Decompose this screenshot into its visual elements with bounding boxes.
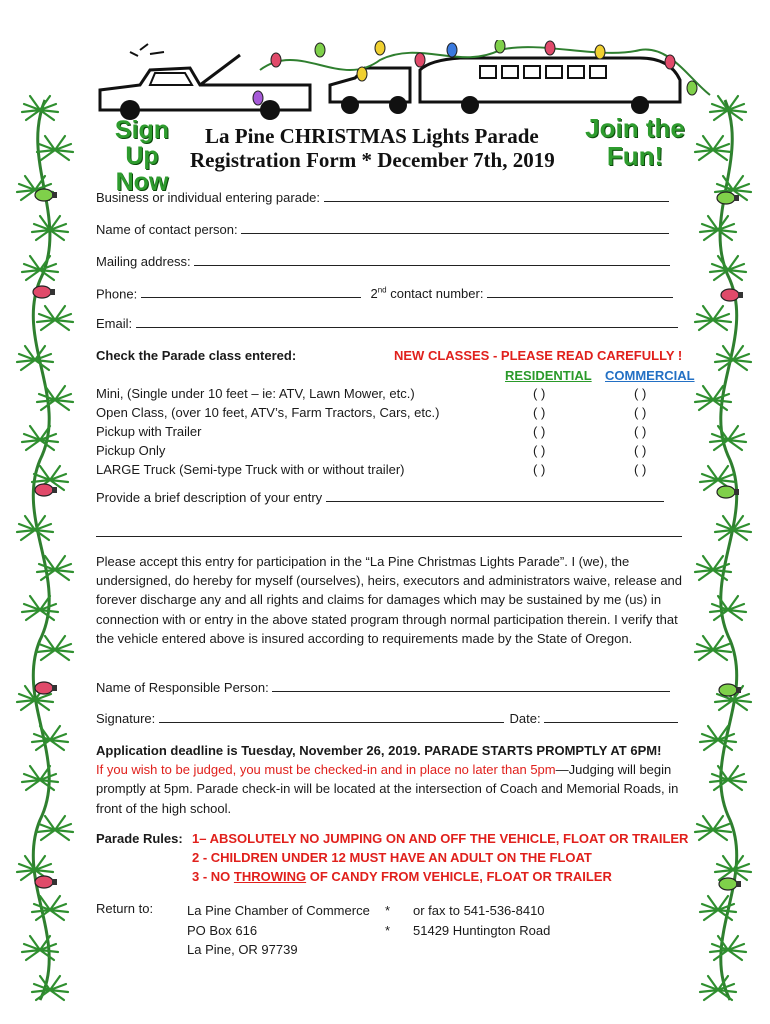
return-address-line: La Pine, OR 97739 (187, 942, 298, 957)
return-address (187, 901, 370, 960)
class-item-large-truck: LARGE Truck (Semi-type Truck with or without trailer) (96, 462, 405, 477)
description-input-line-2[interactable] (96, 536, 682, 537)
phone-input-line[interactable] (141, 286, 361, 298)
separator-star: * (385, 922, 391, 938)
contact-label: Name of contact person: (96, 222, 238, 237)
mailing-field[interactable] (96, 254, 670, 269)
deadline-headline: Application deadline is Tuesday, November 26, 2019. PARADE STARTS PROMPTLY AT 6PM! (96, 743, 662, 758)
description-field[interactable] (96, 490, 664, 505)
class-item-pickup-only: Pickup Only (96, 443, 166, 458)
return-alt-info (413, 901, 550, 940)
date-input-line[interactable] (544, 711, 678, 723)
second-contact-label (370, 286, 483, 301)
rule-3-post: OF CANDY FROM VEHICLE, FLOAT OR TRAILER (306, 869, 612, 884)
sign-up-line2: Now (115, 168, 169, 196)
return-address-line: La Pine Chamber of Commerce (187, 903, 370, 918)
deadline-block (96, 741, 696, 818)
commercial-checkbox[interactable]: ( ) (634, 462, 647, 477)
residential-checkbox[interactable]: ( ) (533, 462, 546, 477)
mailing-label: Mailing address: (96, 254, 191, 269)
commercial-header: COMMERCIAL (605, 368, 695, 383)
rule-1: 1– ABSOLUTELY NO JUMPING ON AND OFF THE VEHICLE, FLOAT OR TRAILER (192, 831, 689, 846)
sign-up-now-badge (96, 117, 188, 195)
return-separators (385, 901, 390, 940)
residential-checkbox[interactable]: ( ) (533, 443, 546, 458)
return-label: Return to: (96, 901, 154, 916)
business-input-line[interactable] (324, 190, 669, 202)
class-item-pickup-trailer: Pickup with Trailer (96, 424, 202, 439)
second-contact-num: 2 (370, 286, 378, 302)
second-contact-text: contact number: (390, 286, 484, 302)
class-item-open: Open Class, (over 10 feet, ATV’s, Farm Tractors, Cars, etc.) (96, 405, 440, 420)
email-field[interactable] (96, 316, 678, 331)
email-input-line[interactable] (136, 316, 678, 328)
class-item-mini: Mini, (Single under 10 feet – ie: ATV, Lawn Mower, etc.) (96, 386, 415, 401)
judging-notice: If you wish to be judged, you must be checked-in and in place no later than 5pm (96, 762, 556, 778)
commercial-checkbox[interactable]: ( ) (634, 386, 647, 401)
page-title: La Pine CHRISTMAS Lights Parade (205, 124, 539, 148)
responsible-input-line[interactable] (272, 680, 670, 692)
rule-3 (192, 869, 612, 884)
signature-input-line[interactable] (159, 711, 504, 723)
rules-label: Parade Rules: (96, 831, 183, 846)
date-label: Date: (509, 711, 541, 726)
join-the-fun-badge (585, 114, 685, 170)
description-label: Provide a brief description of your entry (96, 490, 323, 505)
checkin-info: —Judging will begin promptly at 5pm. Parade check-in will be located at the intersection of Coach and Memorial Roads, in front of the high school. (96, 762, 679, 816)
rule-3-pre: 3 - NO (192, 869, 234, 884)
residential-checkbox[interactable]: ( ) (533, 424, 546, 439)
residential-header: RESIDENTIAL (505, 368, 592, 383)
class-heading: Check the Parade class entered: (96, 348, 297, 363)
business-label: Business or individual entering parade: (96, 190, 321, 205)
responsible-label: Name of Responsible Person: (96, 680, 269, 695)
rule-3-underline: THROWING (233, 869, 307, 884)
commercial-checkbox[interactable]: ( ) (634, 443, 647, 458)
responsible-field[interactable] (96, 680, 670, 695)
street-address: 51429 Huntington Road (413, 922, 551, 938)
join-line2: Fun! (606, 141, 664, 171)
commercial-checkbox[interactable]: ( ) (634, 424, 647, 439)
residential-checkbox[interactable]: ( ) (533, 405, 546, 420)
business-field[interactable] (96, 190, 669, 205)
new-classes-notice: NEW CLASSES - PLEASE READ CAREFULLY ! (394, 348, 683, 363)
rule-2: 2 - CHILDREN UNDER 12 MUST HAVE AN ADULT ON THE FLOAT (192, 850, 592, 865)
signature-label: Signature: (96, 711, 156, 726)
sign-up-line1: Sign Up (114, 116, 170, 170)
vehicles-illustration (80, 40, 720, 120)
fax-number: or fax to 541-536-8410 (413, 903, 545, 918)
contact-field[interactable] (96, 222, 669, 237)
contact-input-line[interactable] (241, 222, 669, 234)
phone-field[interactable] (96, 286, 673, 301)
phone-label: Phone: (96, 286, 138, 302)
separator-star: * (385, 903, 391, 918)
signature-field[interactable] (96, 711, 678, 726)
email-label: Email: (96, 316, 133, 331)
second-contact-input-line[interactable] (487, 286, 673, 298)
waiver-text: Please accept this entry for participation in the “La Pine Christmas Lights Parade”. I (we), the undersigned, do hereby for myself (ourselves), heirs, executors and administrators waive, release and forever discharge any and all rights and claims for damages which may be sustained by me (us) in connection with or entry in the above stated program through normal participation therein. I verify that the vehicle entered above is insured according to requirements made by the State of Oregon. (96, 554, 683, 646)
second-contact-sup: nd (377, 286, 387, 295)
page-subtitle: Registration Form * December 7th, 2019 (190, 148, 555, 172)
mailing-input-line[interactable] (194, 254, 670, 266)
commercial-checkbox[interactable]: ( ) (634, 405, 647, 420)
return-address-line: PO Box 616 (187, 922, 258, 938)
residential-checkbox[interactable]: ( ) (533, 386, 546, 401)
join-line1: Join the (585, 113, 685, 143)
description-input-line[interactable] (326, 490, 664, 502)
